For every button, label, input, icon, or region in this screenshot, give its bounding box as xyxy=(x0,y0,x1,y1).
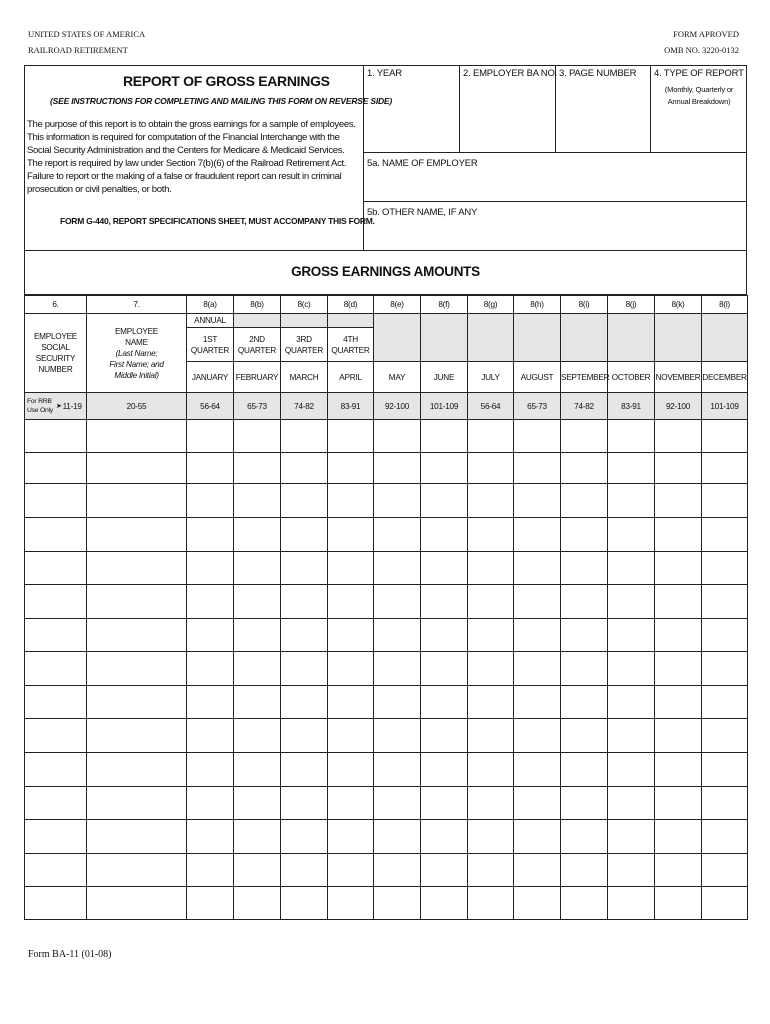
entry-cell[interactable] xyxy=(514,787,561,820)
entry-cell[interactable] xyxy=(655,518,702,552)
entry-cell[interactable] xyxy=(374,484,421,518)
entry-cell[interactable] xyxy=(281,453,328,484)
entry-cell[interactable] xyxy=(187,518,234,552)
entry-cell[interactable] xyxy=(25,619,87,652)
month-label: OCTOBER xyxy=(608,362,655,393)
entry-cell[interactable] xyxy=(187,686,234,719)
entry-cell[interactable] xyxy=(514,619,561,652)
entry-cell[interactable] xyxy=(87,518,187,552)
entry-cell[interactable] xyxy=(328,652,374,686)
entry-cell[interactable] xyxy=(187,453,234,484)
entry-cell[interactable] xyxy=(421,619,468,652)
entry-cell[interactable] xyxy=(514,453,561,484)
entry-cell[interactable] xyxy=(87,552,187,585)
month-label: AUGUST xyxy=(514,362,561,393)
entry-cell[interactable] xyxy=(87,420,187,453)
entry-cell[interactable] xyxy=(281,787,328,820)
entry-cell[interactable] xyxy=(25,484,87,518)
entry-cell[interactable] xyxy=(87,854,187,887)
entry-cell[interactable] xyxy=(514,552,561,585)
entry-cell[interactable] xyxy=(561,686,608,719)
entry-cell[interactable] xyxy=(608,585,655,619)
entry-cell[interactable] xyxy=(281,420,328,453)
entry-cell[interactable] xyxy=(561,420,608,453)
entry-cell[interactable] xyxy=(468,518,514,552)
purpose-statement: The purpose of this report is to obtain the gross earnings for a sample of employees. This information is required for computation of the Financial Interchange with the Social Security Administration and the Centers for Medicare & Medicaid Services. The report is required by law under Section 7(b)(6) of the Railroad Retirement Act. Failure to report or the making of a false or fraudulent report can result in criminal prosecution or civil penalties, or both. xyxy=(27,119,356,195)
entry-cell[interactable] xyxy=(608,652,655,686)
entry-cell[interactable] xyxy=(608,854,655,887)
entry-cell[interactable] xyxy=(25,686,87,719)
entry-cell[interactable] xyxy=(328,686,374,719)
entry-cell[interactable] xyxy=(514,887,561,920)
entry-cell[interactable] xyxy=(421,820,468,854)
entry-cell[interactable] xyxy=(514,484,561,518)
range-label: 65-73 xyxy=(234,393,281,420)
table-row xyxy=(25,753,748,787)
entry-cell[interactable] xyxy=(514,753,561,787)
entry-cell[interactable] xyxy=(234,585,281,619)
entry-cell[interactable] xyxy=(702,854,748,887)
entry-cell[interactable] xyxy=(25,887,87,920)
entry-cell[interactable] xyxy=(374,753,421,787)
entry-cell[interactable] xyxy=(561,619,608,652)
table-row xyxy=(25,619,748,652)
entry-cell[interactable] xyxy=(25,552,87,585)
entry-cell[interactable] xyxy=(421,420,468,453)
employer-ba-no-field[interactable]: 2. EMPLOYER BA NO. xyxy=(463,68,558,79)
entry-cell[interactable] xyxy=(702,484,748,518)
type-of-report-note1: (Monthly, Quarterly or xyxy=(664,85,734,94)
entry-cell[interactable] xyxy=(374,585,421,619)
entry-cell[interactable] xyxy=(328,619,374,652)
entry-cell[interactable] xyxy=(702,686,748,719)
entry-cell[interactable] xyxy=(187,887,234,920)
month-label: MAY xyxy=(374,362,421,393)
quarter-label: 1ST QUARTER xyxy=(187,328,234,362)
entry-cell[interactable] xyxy=(25,854,87,887)
month-label: JUNE xyxy=(421,362,468,393)
entry-cell[interactable] xyxy=(468,453,514,484)
quarter-label: 4TH QUARTER xyxy=(328,328,374,362)
entry-cell[interactable] xyxy=(655,787,702,820)
column-number: 8(e) xyxy=(374,296,421,314)
entry-cell[interactable] xyxy=(655,619,702,652)
range-label: 56-64 xyxy=(468,393,514,420)
entry-cell[interactable] xyxy=(655,453,702,484)
entry-cell[interactable] xyxy=(561,518,608,552)
entry-cell[interactable] xyxy=(421,484,468,518)
entry-cell[interactable] xyxy=(234,420,281,453)
entry-cell[interactable] xyxy=(87,619,187,652)
entry-cell[interactable] xyxy=(25,787,87,820)
table-row xyxy=(25,652,748,686)
entry-cell[interactable] xyxy=(328,887,374,920)
entry-cell[interactable] xyxy=(655,719,702,753)
range-label: 74-82 xyxy=(281,393,328,420)
entry-cell[interactable] xyxy=(514,585,561,619)
entry-cell[interactable] xyxy=(514,652,561,686)
year-field[interactable]: 1. YEAR xyxy=(367,68,402,79)
entry-cell[interactable] xyxy=(374,854,421,887)
rrb-use-cell: For RRB Use Only ➤ 11-19 xyxy=(25,393,87,420)
entry-cell[interactable] xyxy=(468,652,514,686)
entry-cell[interactable] xyxy=(87,453,187,484)
entry-cell[interactable] xyxy=(234,453,281,484)
entry-cell[interactable] xyxy=(561,854,608,887)
form-id: Form BA-11 (01-08) xyxy=(28,949,112,960)
entry-cell[interactable] xyxy=(561,787,608,820)
table-row xyxy=(25,686,748,719)
entry-cell[interactable] xyxy=(234,854,281,887)
table-row xyxy=(25,484,748,518)
annual-label: ANNUAL xyxy=(187,314,234,328)
entry-cell[interactable] xyxy=(468,552,514,585)
entry-cell[interactable] xyxy=(468,887,514,920)
entry-cell[interactable] xyxy=(608,552,655,585)
month-label: SEPTEMBER xyxy=(561,362,608,393)
entry-cell[interactable] xyxy=(281,753,328,787)
range-label: 11-19 xyxy=(62,401,82,411)
entry-cell[interactable] xyxy=(702,652,748,686)
page-number-field[interactable]: 3. PAGE NUMBER xyxy=(559,68,637,79)
entry-cell[interactable] xyxy=(234,887,281,920)
entry-cell[interactable] xyxy=(328,552,374,585)
entry-cell[interactable] xyxy=(514,820,561,854)
entry-cell[interactable] xyxy=(608,820,655,854)
entry-cell[interactable] xyxy=(655,652,702,686)
entry-cell[interactable] xyxy=(87,484,187,518)
column-number: 8(k) xyxy=(655,296,702,314)
entry-cell[interactable] xyxy=(234,787,281,820)
entry-cell[interactable] xyxy=(234,820,281,854)
column-number: 8(h) xyxy=(514,296,561,314)
entry-cell[interactable] xyxy=(514,719,561,753)
entry-cell[interactable] xyxy=(328,420,374,453)
entry-cell[interactable] xyxy=(374,619,421,652)
type-of-report-note2: Annual Breakdown) xyxy=(667,97,731,106)
entry-cell[interactable] xyxy=(281,887,328,920)
month-label: MARCH xyxy=(281,362,328,393)
entry-cell[interactable] xyxy=(281,854,328,887)
column-number: 8(i) xyxy=(561,296,608,314)
entry-cell[interactable] xyxy=(608,719,655,753)
entry-cell[interactable] xyxy=(468,753,514,787)
entry-cell[interactable] xyxy=(468,719,514,753)
column-number: 8(l) xyxy=(702,296,748,314)
type-of-report-field[interactable]: 4. TYPE OF REPORT xyxy=(654,68,744,79)
entry-cell[interactable] xyxy=(608,484,655,518)
entry-cell[interactable] xyxy=(468,686,514,719)
entry-cell[interactable] xyxy=(561,719,608,753)
entry-cell[interactable] xyxy=(87,887,187,920)
range-label: 101-109 xyxy=(421,393,468,420)
entry-cell[interactable] xyxy=(374,420,421,453)
entry-cell[interactable] xyxy=(374,787,421,820)
entry-cell[interactable] xyxy=(561,484,608,518)
range-label: 92-100 xyxy=(374,393,421,420)
accompany-notice: FORM G-440, REPORT SPECIFICATIONS SHEET, MUST ACCOMPANY THIS FORM. xyxy=(60,216,375,226)
entry-cell[interactable] xyxy=(702,420,748,453)
entry-cell[interactable] xyxy=(702,887,748,920)
table-row xyxy=(25,820,748,854)
entry-cell[interactable] xyxy=(234,652,281,686)
entry-cell[interactable] xyxy=(25,518,87,552)
entry-cell[interactable] xyxy=(702,518,748,552)
entry-cell[interactable] xyxy=(328,719,374,753)
range-label: 92-100 xyxy=(655,393,702,420)
arrow-icon: ➤ xyxy=(55,403,62,410)
range-label: 56-64 xyxy=(187,393,234,420)
entry-cell[interactable] xyxy=(281,719,328,753)
table-row xyxy=(25,585,748,619)
entry-cell[interactable] xyxy=(421,686,468,719)
quarter-label: 3RD QUARTER xyxy=(281,328,328,362)
entry-cell[interactable] xyxy=(374,652,421,686)
entry-cell[interactable] xyxy=(655,753,702,787)
entry-cell[interactable] xyxy=(281,585,328,619)
entry-cell[interactable] xyxy=(561,887,608,920)
employee-name-header: EMPLOYEE NAME (Last Name; First Name; and Middle Initial) xyxy=(87,314,187,393)
entry-cell[interactable] xyxy=(702,453,748,484)
report-subtitle: (SEE INSTRUCTIONS FOR COMPLETING AND MAILING THIS FORM ON REVERSE SIDE) xyxy=(50,96,393,106)
entry-cell[interactable] xyxy=(234,686,281,719)
entry-cell[interactable] xyxy=(421,585,468,619)
entry-cell[interactable] xyxy=(87,787,187,820)
report-title: REPORT OF GROSS EARNINGS xyxy=(123,73,330,89)
table-row xyxy=(25,518,748,552)
earnings-table xyxy=(24,295,748,920)
entry-cell[interactable] xyxy=(25,453,87,484)
table-row xyxy=(25,552,748,585)
entry-cell[interactable] xyxy=(421,854,468,887)
entry-cell[interactable] xyxy=(374,719,421,753)
entry-cell[interactable] xyxy=(281,619,328,652)
entry-cell[interactable] xyxy=(514,854,561,887)
entry-cell[interactable] xyxy=(87,753,187,787)
entry-cell[interactable] xyxy=(328,854,374,887)
entry-cell[interactable] xyxy=(25,652,87,686)
entry-cell[interactable] xyxy=(281,652,328,686)
entry-cell[interactable] xyxy=(655,585,702,619)
entry-cell[interactable] xyxy=(468,820,514,854)
entry-cell[interactable] xyxy=(25,420,87,453)
entry-cell[interactable] xyxy=(421,552,468,585)
entry-cell[interactable] xyxy=(702,787,748,820)
range-label: 74-82 xyxy=(561,393,608,420)
range-label: 65-73 xyxy=(514,393,561,420)
entry-cell[interactable] xyxy=(328,753,374,787)
table-row xyxy=(25,887,748,920)
month-label: JULY xyxy=(468,362,514,393)
range-label: 101-109 xyxy=(702,393,748,420)
entry-cell[interactable] xyxy=(421,652,468,686)
entry-cell[interactable] xyxy=(421,753,468,787)
agency-name-line2: RAILROAD RETIREMENT xyxy=(28,45,128,55)
entry-cell[interactable] xyxy=(374,887,421,920)
month-label: JANUARY xyxy=(187,362,234,393)
entry-cell[interactable] xyxy=(328,787,374,820)
entry-cell[interactable] xyxy=(655,820,702,854)
column-number: 6. xyxy=(25,296,87,314)
range-label: 20-55 xyxy=(87,393,187,420)
entry-cell[interactable] xyxy=(702,585,748,619)
table-row xyxy=(25,787,748,820)
entry-cell[interactable] xyxy=(187,854,234,887)
entry-cell[interactable] xyxy=(421,887,468,920)
name-of-employer-field[interactable]: 5a. NAME OF EMPLOYER xyxy=(367,158,478,169)
entry-cell[interactable] xyxy=(25,820,87,854)
entry-cell[interactable] xyxy=(328,518,374,552)
entry-cell[interactable] xyxy=(234,719,281,753)
form-approved: FORM APROVED xyxy=(673,29,739,39)
entry-cell[interactable] xyxy=(608,686,655,719)
month-label: DECEMBER xyxy=(702,362,748,393)
entry-cell[interactable] xyxy=(25,585,87,619)
entry-cell[interactable] xyxy=(468,619,514,652)
entry-cell[interactable] xyxy=(514,686,561,719)
entry-cell[interactable] xyxy=(187,420,234,453)
column-number: 8(a) xyxy=(187,296,234,314)
entry-cell[interactable] xyxy=(655,420,702,453)
entry-cell[interactable] xyxy=(187,552,234,585)
entry-cell[interactable] xyxy=(187,820,234,854)
month-label: NOVEMBER xyxy=(655,362,702,393)
entry-cell[interactable] xyxy=(87,686,187,719)
entry-cell[interactable] xyxy=(608,753,655,787)
entry-cell[interactable] xyxy=(234,484,281,518)
entry-cell[interactable] xyxy=(468,420,514,453)
month-label: APRIL xyxy=(328,362,374,393)
entry-cell[interactable] xyxy=(187,585,234,619)
entry-cell[interactable] xyxy=(608,787,655,820)
entry-cell[interactable] xyxy=(187,753,234,787)
entry-cell[interactable] xyxy=(281,552,328,585)
entry-cell[interactable] xyxy=(421,719,468,753)
entry-cell[interactable] xyxy=(514,518,561,552)
entry-cell[interactable] xyxy=(561,585,608,619)
column-number: 8(j) xyxy=(608,296,655,314)
entry-cell[interactable] xyxy=(187,484,234,518)
entry-cell[interactable] xyxy=(328,820,374,854)
entry-cell[interactable] xyxy=(374,552,421,585)
entry-cell[interactable] xyxy=(234,552,281,585)
entry-cell[interactable] xyxy=(234,518,281,552)
entry-cell[interactable] xyxy=(234,753,281,787)
entry-cell[interactable] xyxy=(702,719,748,753)
entry-cell[interactable] xyxy=(655,552,702,585)
quarter-label: 2ND QUARTER xyxy=(234,328,281,362)
entry-cell[interactable] xyxy=(421,453,468,484)
other-name-field[interactable]: 5b. OTHER NAME, IF ANY xyxy=(367,207,478,218)
entry-cell[interactable] xyxy=(328,484,374,518)
entry-cell[interactable] xyxy=(608,453,655,484)
entry-cell[interactable] xyxy=(187,619,234,652)
entry-cell[interactable] xyxy=(561,753,608,787)
entry-cell[interactable] xyxy=(561,652,608,686)
entry-cell[interactable] xyxy=(87,652,187,686)
column-number-row xyxy=(25,296,748,314)
agency-name-line1: UNITED STATES OF AMERICA xyxy=(28,29,146,39)
entry-cell[interactable] xyxy=(468,585,514,619)
entry-cell[interactable] xyxy=(608,619,655,652)
entry-cell[interactable] xyxy=(87,820,187,854)
column-number: 8(b) xyxy=(234,296,281,314)
entry-cell[interactable] xyxy=(25,719,87,753)
entry-cell[interactable] xyxy=(374,820,421,854)
column-number: 7. xyxy=(87,296,187,314)
entry-cell[interactable] xyxy=(187,652,234,686)
entry-cell[interactable] xyxy=(561,552,608,585)
entry-cell[interactable] xyxy=(655,887,702,920)
table-row xyxy=(25,453,748,484)
table-row xyxy=(25,854,748,887)
column-number: 8(f) xyxy=(421,296,468,314)
entry-cell[interactable] xyxy=(328,453,374,484)
entry-cell[interactable] xyxy=(702,820,748,854)
entry-cell[interactable] xyxy=(187,719,234,753)
range-label: 83-91 xyxy=(608,393,655,420)
entry-cell[interactable] xyxy=(468,787,514,820)
entry-cell[interactable] xyxy=(87,585,187,619)
entry-cell[interactable] xyxy=(87,719,187,753)
entry-cell[interactable] xyxy=(561,820,608,854)
entry-cell[interactable] xyxy=(281,820,328,854)
table-row xyxy=(25,420,748,453)
entry-cell[interactable] xyxy=(234,619,281,652)
entry-cell[interactable] xyxy=(374,453,421,484)
entry-cell[interactable] xyxy=(328,585,374,619)
entry-cell[interactable] xyxy=(421,518,468,552)
entry-cell[interactable] xyxy=(561,453,608,484)
entry-cell[interactable] xyxy=(608,420,655,453)
gross-earnings-title: GROSS EARNINGS AMOUNTS xyxy=(291,264,480,279)
entry-cell[interactable] xyxy=(608,887,655,920)
entry-cell[interactable] xyxy=(421,787,468,820)
entry-cell[interactable] xyxy=(25,753,87,787)
entry-cell[interactable] xyxy=(655,686,702,719)
entry-cell[interactable] xyxy=(468,484,514,518)
entry-cell[interactable] xyxy=(655,484,702,518)
rrb-use-row xyxy=(25,393,748,420)
ssn-header: EMPLOYEE SOCIAL SECURITY NUMBER xyxy=(25,314,87,393)
entry-cell[interactable] xyxy=(702,619,748,652)
range-label: 83-91 xyxy=(328,393,374,420)
month-label: FEBRUARY xyxy=(234,362,281,393)
entry-cell[interactable] xyxy=(702,753,748,787)
entry-cell[interactable] xyxy=(374,518,421,552)
entry-cell[interactable] xyxy=(655,854,702,887)
entry-cell[interactable] xyxy=(468,854,514,887)
entry-cell[interactable] xyxy=(281,686,328,719)
omb-number: OMB NO. 3220-0132 xyxy=(664,45,739,55)
entry-cell[interactable] xyxy=(702,552,748,585)
entry-cell[interactable] xyxy=(608,518,655,552)
entry-cell[interactable] xyxy=(187,787,234,820)
table-row xyxy=(25,719,748,753)
entry-cell[interactable] xyxy=(374,686,421,719)
entry-cell[interactable] xyxy=(281,518,328,552)
column-number: 8(g) xyxy=(468,296,514,314)
entry-cell[interactable] xyxy=(514,420,561,453)
column-number: 8(d) xyxy=(328,296,374,314)
entry-cell[interactable] xyxy=(281,484,328,518)
column-number: 8(c) xyxy=(281,296,328,314)
